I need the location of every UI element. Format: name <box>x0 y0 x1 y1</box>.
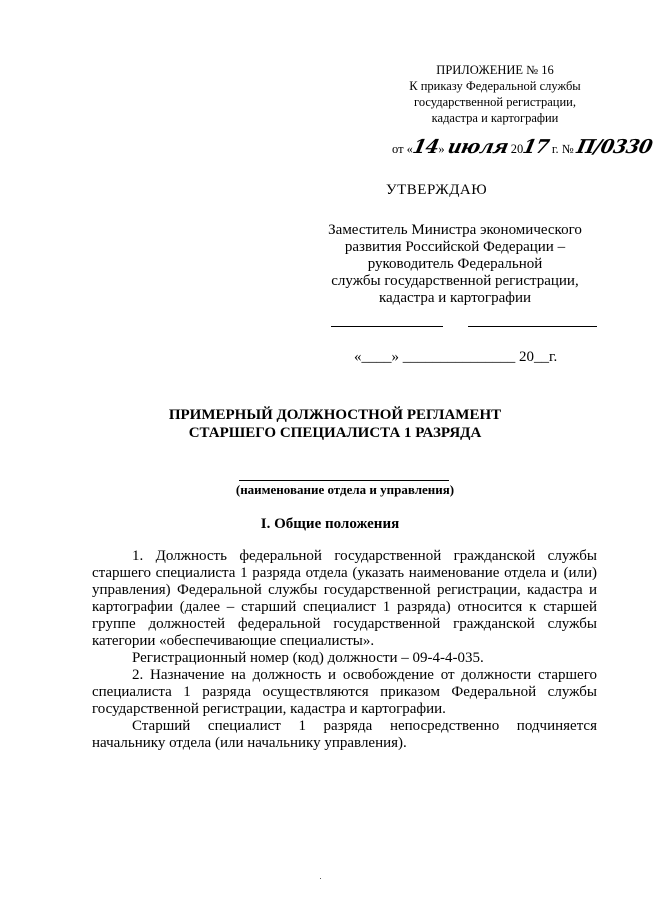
order-date-mid: » <box>438 142 448 156</box>
approval-heading: УТВЕРЖДАЮ <box>386 182 488 198</box>
section-heading: I. Общие положения <box>260 516 400 532</box>
document-title <box>120 406 550 442</box>
order-month-handwritten: июля <box>445 136 510 158</box>
name-line <box>468 326 597 327</box>
signatory-line-3: руководитель Федеральной <box>367 256 543 272</box>
paragraph-1: 1. Должность федеральной государственной гражданской службы старшего специалиста 1 разряда отдела (указать наименование отдела и (или) управления) Федеральной службы государственной регистрации, кадастра и картографии (далее – старший специалист 1 разряда) относится к старшей группе должностей федеральной государственной гражданской службы категории «обеспечивающие специалисты». <box>92 548 597 649</box>
department-caption: (наименование отдела и управления) <box>235 482 455 497</box>
order-number-label: г. № <box>548 142 577 156</box>
annex-number: ПРИЛОЖЕНИЕ № 16 <box>436 63 554 77</box>
signature-line <box>331 326 443 327</box>
signatory-line-5: кадастра и картографии <box>378 290 532 306</box>
order-date-number <box>392 136 652 158</box>
approval-signatory <box>310 222 600 307</box>
title-line-1: ПРИМЕРНЫЙ ДОЛЖНОСТНОЙ РЕГЛАМЕНТ <box>168 407 502 423</box>
department-name-line <box>239 480 449 481</box>
paragraph-subordination: Старший специалист 1 разряда непосредственно подчиняется начальнику отдела (или начальнику управления). <box>92 718 597 751</box>
order-day-handwritten: 14 <box>410 136 441 158</box>
scan-speck <box>320 878 321 879</box>
title-line-2: СТАРШЕГО СПЕЦИАЛИСТА 1 РАЗРЯДА <box>188 425 482 441</box>
annex-agency-line2: кадастра и картографии <box>431 111 559 125</box>
paragraph-registration-code: Регистрационный номер (код) должности – 09-4-4-035. <box>132 650 484 666</box>
signatory-line-1: Заместитель Министра экономического <box>328 222 582 238</box>
signatory-line-4: службы государственной регистрации, <box>331 273 579 289</box>
order-date-prefix: от « <box>392 142 413 156</box>
annex-agency-line1: государственной регистрации, <box>414 95 576 109</box>
order-year-handwritten: 17 <box>520 136 552 158</box>
order-year-prefix: 20 <box>507 142 524 156</box>
paragraph-2: 2. Назначение на должность и освобождение от должности старшего специалиста 1 разряда осуществляются приказом Федеральной службы государственной регистрации, кадастра и картографии. <box>92 667 597 717</box>
annex-order-ref: К приказу Федеральной службы <box>409 79 581 93</box>
approval-date-blank: «____» _______________ 20__г. <box>354 349 558 365</box>
general-provisions-text <box>92 548 597 752</box>
order-number-handwritten: П/0330 <box>574 136 654 158</box>
annex-block <box>380 62 610 126</box>
signatory-line-2: развития Российской Федерации – <box>344 239 566 255</box>
